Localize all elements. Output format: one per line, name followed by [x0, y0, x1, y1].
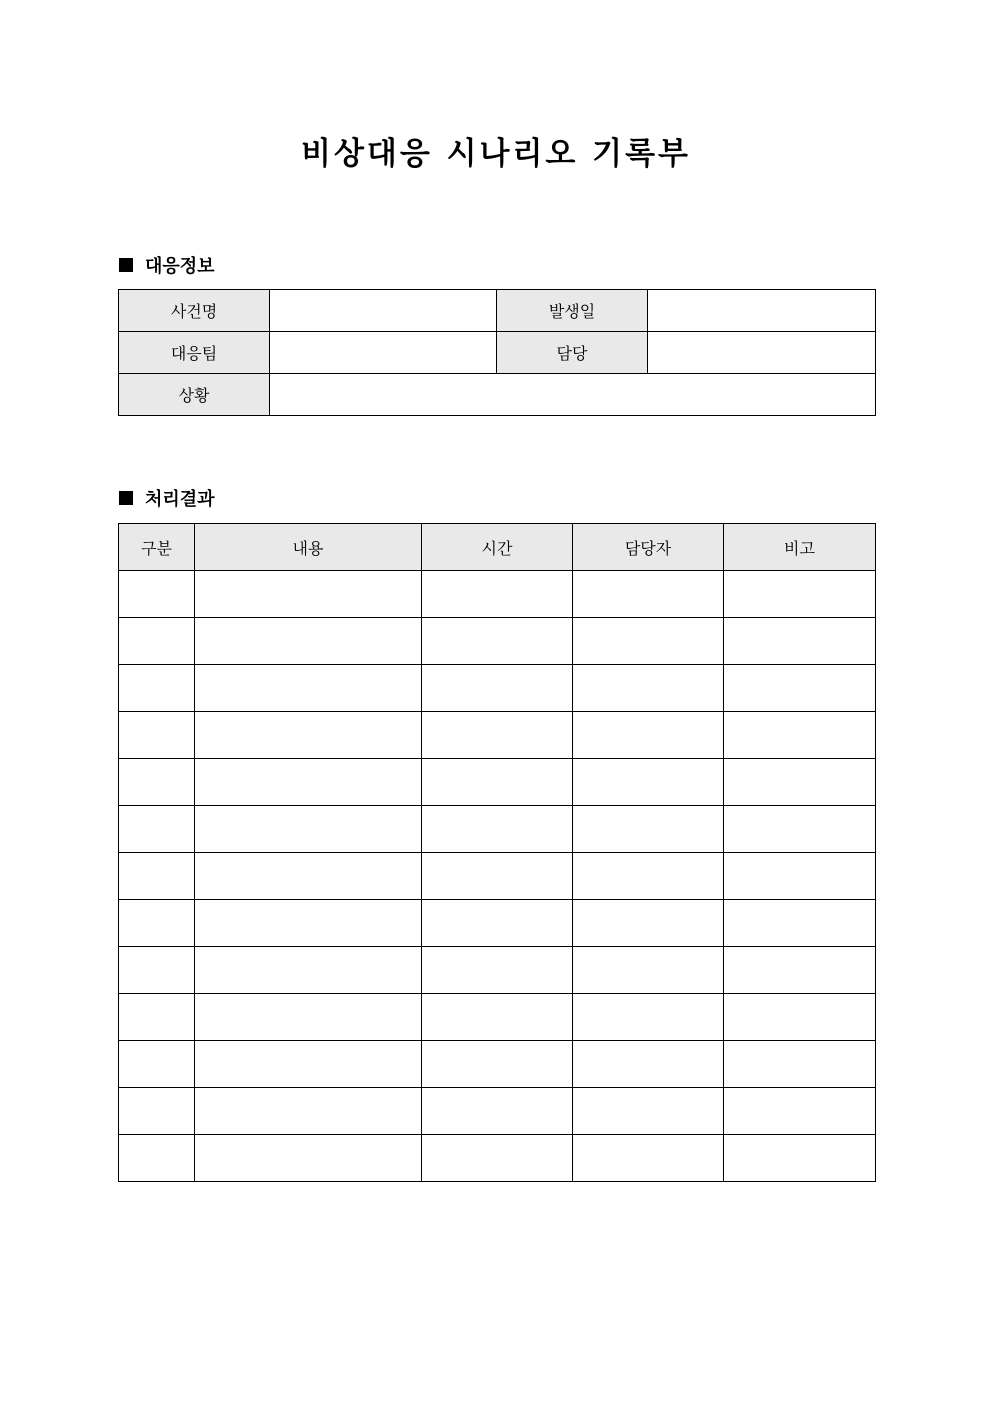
response-info-table	[118, 289, 876, 416]
table-cell-person[interactable]	[573, 665, 724, 712]
table-cell-note[interactable]	[724, 1041, 876, 1088]
table-cell-time[interactable]	[422, 853, 573, 900]
table-row	[119, 853, 876, 900]
column-header-time: 시간	[422, 524, 573, 571]
table-cell-time[interactable]	[422, 1135, 573, 1182]
table-row	[119, 947, 876, 994]
table-cell-time[interactable]	[422, 1088, 573, 1135]
table-cell-person[interactable]	[573, 712, 724, 759]
table-cell-time[interactable]	[422, 571, 573, 618]
info-section-heading-text: 대응정보	[145, 256, 215, 277]
table-cell-content[interactable]	[195, 618, 422, 665]
table-cell-person[interactable]	[573, 618, 724, 665]
table-cell-person[interactable]	[573, 994, 724, 1041]
table-cell-content[interactable]	[195, 853, 422, 900]
table-cell-content[interactable]	[195, 994, 422, 1041]
table-cell-note[interactable]	[724, 994, 876, 1041]
column-header-content: 내용	[195, 524, 422, 571]
table-cell-time[interactable]	[422, 618, 573, 665]
table-cell-category[interactable]	[119, 665, 195, 712]
person-in-charge-label: 담당	[497, 332, 648, 374]
table-cell-time[interactable]	[422, 759, 573, 806]
table-cell-content[interactable]	[195, 1088, 422, 1135]
table-cell-note[interactable]	[724, 712, 876, 759]
table-cell-time[interactable]	[422, 900, 573, 947]
situation-label: 상황	[119, 374, 270, 416]
table-cell-content[interactable]	[195, 665, 422, 712]
table-cell-content[interactable]	[195, 571, 422, 618]
table-row	[119, 1088, 876, 1135]
table-cell-time[interactable]	[422, 947, 573, 994]
table-cell-category[interactable]	[119, 759, 195, 806]
column-header-category: 구분	[119, 524, 195, 571]
table-cell-content[interactable]	[195, 947, 422, 994]
result-section-heading-text: 처리결과	[145, 489, 215, 510]
table-cell-note[interactable]	[724, 806, 876, 853]
table-cell-note[interactable]	[724, 1135, 876, 1182]
table-cell-category[interactable]	[119, 853, 195, 900]
table-cell-content[interactable]	[195, 1135, 422, 1182]
table-cell-category[interactable]	[119, 1041, 195, 1088]
table-cell-time[interactable]	[422, 806, 573, 853]
table-cell-person[interactable]	[573, 947, 724, 994]
table-row	[119, 618, 876, 665]
table-cell-content[interactable]	[195, 900, 422, 947]
result-section-heading	[119, 486, 215, 510]
table-cell-category[interactable]	[119, 994, 195, 1041]
table-cell-content[interactable]	[195, 806, 422, 853]
table-row	[119, 571, 876, 618]
table-cell-category[interactable]	[119, 1135, 195, 1182]
table-row	[119, 759, 876, 806]
person-in-charge-field[interactable]	[648, 332, 876, 374]
table-cell-person[interactable]	[573, 1088, 724, 1135]
table-cell-note[interactable]	[724, 665, 876, 712]
table-cell-time[interactable]	[422, 712, 573, 759]
table-row	[119, 900, 876, 947]
table-row	[119, 712, 876, 759]
incident-name-field[interactable]	[270, 290, 497, 332]
table-cell-person[interactable]	[573, 806, 724, 853]
table-cell-note[interactable]	[724, 1088, 876, 1135]
table-row	[119, 1135, 876, 1182]
page-title: 비상대응 시나리오 기록부	[301, 136, 691, 172]
table-cell-person[interactable]	[573, 571, 724, 618]
table-row	[119, 994, 876, 1041]
table-row	[119, 806, 876, 853]
table-cell-category[interactable]	[119, 1088, 195, 1135]
table-cell-category[interactable]	[119, 618, 195, 665]
table-cell-category[interactable]	[119, 900, 195, 947]
table-cell-note[interactable]	[724, 571, 876, 618]
table-cell-note[interactable]	[724, 618, 876, 665]
occurrence-date-field[interactable]	[648, 290, 876, 332]
table-cell-note[interactable]	[724, 947, 876, 994]
table-cell-person[interactable]	[573, 759, 724, 806]
incident-name-label: 사건명	[119, 290, 270, 332]
table-cell-person[interactable]	[573, 1135, 724, 1182]
table-cell-person[interactable]	[573, 853, 724, 900]
table-cell-content[interactable]	[195, 759, 422, 806]
table-header-row	[119, 524, 876, 571]
table-cell-time[interactable]	[422, 665, 573, 712]
table-cell-category[interactable]	[119, 712, 195, 759]
situation-field[interactable]	[270, 374, 876, 416]
response-team-field[interactable]	[270, 332, 497, 374]
table-cell-time[interactable]	[422, 1041, 573, 1088]
table-cell-category[interactable]	[119, 947, 195, 994]
column-header-person: 담당자	[573, 524, 724, 571]
square-bullet-icon	[119, 491, 133, 505]
info-section-heading	[119, 253, 215, 277]
table-cell-note[interactable]	[724, 900, 876, 947]
table-cell-note[interactable]	[724, 853, 876, 900]
table-cell-note[interactable]	[724, 759, 876, 806]
table-cell-person[interactable]	[573, 1041, 724, 1088]
info-row	[119, 374, 876, 416]
table-cell-category[interactable]	[119, 571, 195, 618]
table-cell-time[interactable]	[422, 994, 573, 1041]
info-row	[119, 290, 876, 332]
response-team-label: 대응팀	[119, 332, 270, 374]
info-row	[119, 332, 876, 374]
table-cell-content[interactable]	[195, 1041, 422, 1088]
square-bullet-icon	[119, 258, 133, 272]
table-row	[119, 665, 876, 712]
processing-result-table	[118, 523, 876, 1182]
table-cell-category[interactable]	[119, 806, 195, 853]
column-header-note: 비고	[724, 524, 876, 571]
table-row	[119, 1041, 876, 1088]
table-cell-content[interactable]	[195, 712, 422, 759]
occurrence-date-label: 발생일	[497, 290, 648, 332]
table-cell-person[interactable]	[573, 900, 724, 947]
